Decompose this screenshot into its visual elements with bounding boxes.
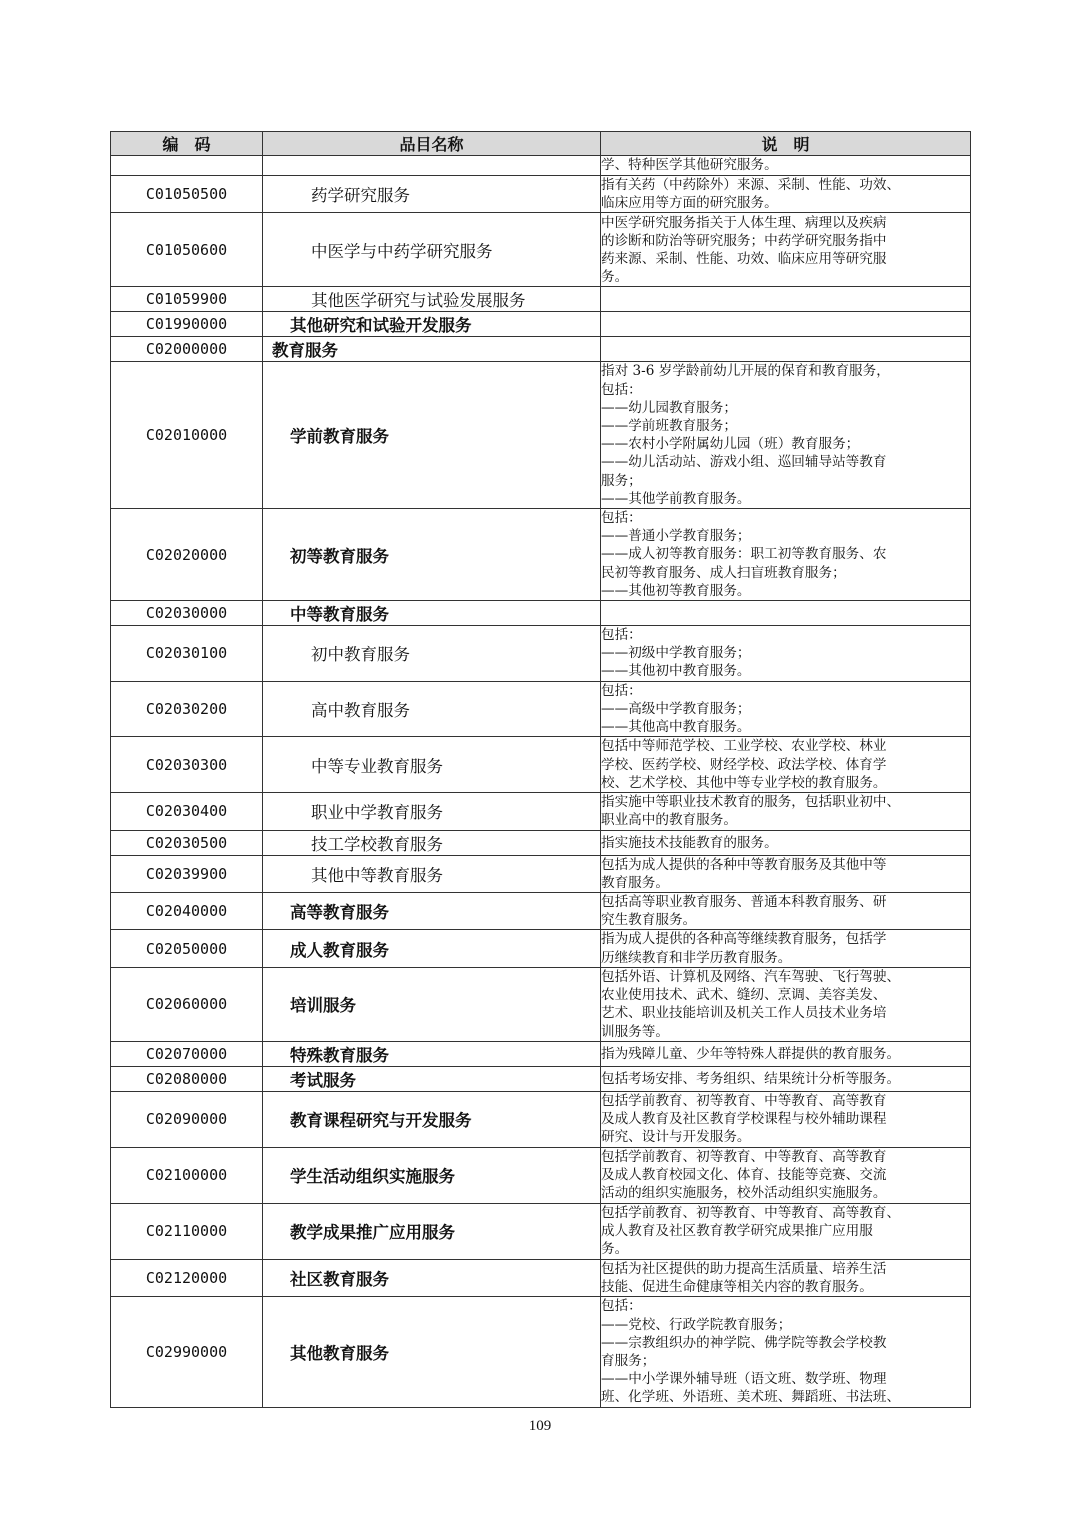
item-code: C02030200: [111, 681, 263, 737]
description-line: 活动的组织实施服务，校外活动组织实施服务。: [601, 1185, 887, 1202]
item-name: 学生活动组织实施服务: [263, 1147, 601, 1203]
table-row: [111, 156, 971, 176]
description-line: ——高级中学教育服务；: [601, 700, 751, 717]
item-description: [601, 1297, 971, 1407]
item-name: 药学研究服务: [263, 176, 601, 213]
item-name: 教学成果推广应用服务: [263, 1203, 601, 1259]
description-line: 校、艺术学校、其他中等专业学校的教育服务。: [601, 774, 887, 791]
item-code: C02090000: [111, 1091, 263, 1147]
item-description: [601, 312, 971, 337]
item-name: 初中教育服务: [263, 626, 601, 682]
item-code: C02030500: [111, 830, 263, 855]
table-row: [111, 681, 971, 737]
table-row: [111, 362, 971, 509]
item-code: C02050000: [111, 930, 263, 967]
item-description: [601, 509, 971, 601]
table-row: [111, 213, 971, 287]
description-line: 技能、促进生命健康等相关内容的教育服务。: [601, 1279, 873, 1296]
item-description: [601, 793, 971, 830]
description-line: 学校、医药学校、财经学校、政法学校、体育学: [601, 756, 887, 773]
description-line: ——幼儿园教育服务；: [601, 399, 737, 416]
table-row: [111, 626, 971, 682]
description-line: ——其他初中教育服务。: [601, 663, 751, 680]
item-description: [601, 855, 971, 892]
description-line: ——农村小学附属幼儿园（班）教育服务；: [601, 436, 860, 453]
item-name: 高中教育服务: [263, 681, 601, 737]
table-row: [111, 601, 971, 626]
item-code: C02030400: [111, 793, 263, 830]
description-line: ——成人初等教育服务：职工初等教育服务、农: [601, 546, 887, 563]
table-row: [111, 287, 971, 312]
table-row: [111, 737, 971, 793]
description-line: 包括为成人提供的各种中等教育服务及其他中等: [601, 856, 887, 873]
description-line: ——其他高中教育服务。: [601, 719, 751, 736]
item-code: C02060000: [111, 967, 263, 1041]
item-name: 特殊教育服务: [263, 1041, 601, 1066]
item-description: [601, 737, 971, 793]
description-line: 指对 3-6 岁学龄前幼儿开展的保育和教育服务，: [601, 363, 890, 380]
item-description: [601, 1066, 971, 1091]
item-name: 其他教育服务: [263, 1297, 601, 1407]
item-description: [601, 1147, 971, 1203]
item-description: [601, 337, 971, 362]
description-line: 班、化学班、外语班、美术班、舞蹈班、书法班、: [601, 1389, 901, 1406]
item-description: [601, 893, 971, 930]
item-name: 其他研究和试验开发服务: [263, 312, 601, 337]
item-description: [601, 213, 971, 287]
header-desc: 说 明: [601, 132, 971, 156]
table-body: [111, 156, 971, 1408]
description-line: 指有关药（中药除外）来源、采制、性能、功效、: [601, 177, 901, 193]
item-description: [601, 601, 971, 626]
description-line: ——其他学前教育服务。: [601, 490, 751, 507]
description-line: 包括学前教育、初等教育、中等教育、高等教育: [601, 1093, 887, 1110]
description-line: 历继续教育和非学历教育服务。: [601, 949, 792, 966]
description-line: 育服务；: [601, 1352, 656, 1369]
item-name: [263, 156, 601, 176]
page-number: 109: [528, 1418, 552, 1434]
description-line: 务。: [601, 1241, 629, 1258]
description-line: 艺术、职业技能培训及机关工作人员技术业务培: [601, 1005, 887, 1022]
description-line: ——宗教组织办的神学院、佛学院等教会学校教: [601, 1334, 887, 1351]
description-line: 教育服务。: [601, 874, 669, 891]
item-code: C02120000: [111, 1259, 263, 1296]
description-line: ——幼儿活动站、游戏小组、巡回辅导站等教育: [601, 454, 887, 471]
table-row: [111, 793, 971, 830]
item-name: 考试服务: [263, 1066, 601, 1091]
description-line: 训服务等。: [601, 1023, 669, 1040]
item-code: C01990000: [111, 312, 263, 337]
item-name: 社区教育服务: [263, 1259, 601, 1296]
table-row: [111, 176, 971, 213]
description-line: 指实施中等职业技术教育的服务，包括职业初中、: [601, 794, 901, 811]
description-line: ——初级中学教育服务；: [601, 645, 751, 662]
description-line: 究生教育服务。: [601, 912, 697, 929]
table-row: [111, 830, 971, 855]
item-code: C02020000: [111, 509, 263, 601]
table-row: [111, 967, 971, 1041]
description-line: 学、特种医学其他研究服务。: [601, 157, 778, 174]
item-name: 中等教育服务: [263, 601, 601, 626]
item-name: 中等专业教育服务: [263, 737, 601, 793]
description-line: 包括：: [601, 510, 642, 527]
item-description: [601, 967, 971, 1041]
item-name: 高等教育服务: [263, 893, 601, 930]
item-name: 教育服务: [263, 337, 601, 362]
table-row: [111, 1066, 971, 1091]
description-line: 包括学前教育、初等教育、中等教育、高等教育、: [601, 1205, 901, 1222]
description-line: ——普通小学教育服务；: [601, 528, 751, 545]
catalog-table: [110, 131, 971, 1408]
item-code: C02080000: [111, 1066, 263, 1091]
item-code: C02030000: [111, 601, 263, 626]
description-line: 农业使用技术、武术、缝纫、烹调、美容美发、: [601, 987, 887, 1004]
description-line: 包括中等师范学校、工业学校、农业学校、林业: [601, 738, 887, 755]
table-row: [111, 1297, 971, 1407]
item-description: [601, 1041, 971, 1066]
description-line: ——中小学课外辅导班（语文班、数学班、物理: [601, 1371, 887, 1388]
description-line: 指实施技术技能教育的服务。: [601, 834, 778, 851]
item-name: 初等教育服务: [263, 509, 601, 601]
description-line: ——党校、行政学院教育服务；: [601, 1316, 792, 1333]
table-row: [111, 1091, 971, 1147]
item-description: [601, 362, 971, 509]
description-line: 包括高等职业教育服务、普通本科教育服务、研: [601, 894, 887, 911]
description-line: 研究、设计与开发服务。: [601, 1129, 751, 1146]
description-line: 包括：: [601, 1298, 642, 1315]
item-description: [601, 930, 971, 967]
item-name: 学前教育服务: [263, 362, 601, 509]
item-description: [601, 1259, 971, 1296]
description-line: 成人教育及社区教育教学研究成果推广应用服: [601, 1223, 873, 1240]
description-line: 包括：: [601, 381, 642, 398]
description-line: 包括考场安排、考务组织、结果统计分析等服务。: [601, 1070, 901, 1087]
item-code: C02030100: [111, 626, 263, 682]
table-row: [111, 1147, 971, 1203]
item-name: 成人教育服务: [263, 930, 601, 967]
table-row: [111, 312, 971, 337]
table-row: [111, 1259, 971, 1296]
description-line: 包括为社区提供的助力提高生活质量、培养生活: [601, 1260, 887, 1277]
description-line: ——其他初等教育服务。: [601, 582, 751, 599]
item-description: [601, 176, 971, 213]
item-code: C02040000: [111, 893, 263, 930]
description-line: 及成人教育校园文化、体育、技能等竞赛、交流: [601, 1167, 887, 1184]
description-line: 的诊断和防治等研究服务；中药学研究服务指中: [601, 232, 887, 249]
item-code: C01050600: [111, 213, 263, 287]
description-line: 及成人教育及社区教育学校课程与校外辅助课程: [601, 1111, 887, 1128]
header-code: 编 码: [111, 132, 263, 156]
description-line: 药来源、采制、性能、功效、临床应用等研究服: [601, 250, 887, 267]
item-code: C02039900: [111, 855, 263, 892]
item-code: C02000000: [111, 337, 263, 362]
description-line: 务。: [601, 269, 629, 286]
item-description: [601, 626, 971, 682]
description-line: ——学前班教育服务；: [601, 418, 737, 435]
table-row: [111, 893, 971, 930]
table-header-row: [111, 132, 971, 156]
description-line: 服务；: [601, 472, 642, 489]
item-name: 其他医学研究与试验发展服务: [263, 287, 601, 312]
item-name: 其他中等教育服务: [263, 855, 601, 892]
description-line: 职业高中的教育服务。: [601, 812, 737, 829]
description-line: 民初等教育服务、成人扫盲班教育服务；: [601, 564, 846, 581]
item-description: [601, 830, 971, 855]
item-description: [601, 1091, 971, 1147]
item-description: [601, 1203, 971, 1259]
description-line: 包括外语、计算机及网络、汽车驾驶、飞行驾驶、: [601, 968, 901, 985]
item-name: 技工学校教育服务: [263, 830, 601, 855]
item-name: 职业中学教育服务: [263, 793, 601, 830]
item-description: [601, 287, 971, 312]
item-code: C02990000: [111, 1297, 263, 1407]
table-row: [111, 855, 971, 892]
table-row: [111, 1203, 971, 1259]
item-code: C02100000: [111, 1147, 263, 1203]
description-line: 包括：: [601, 627, 642, 644]
table-row: [111, 337, 971, 362]
item-code: C01050500: [111, 176, 263, 213]
item-name: 中医学与中药学研究服务: [263, 213, 601, 287]
description-line: 包括：: [601, 682, 642, 699]
header-name: 品目名称: [263, 132, 601, 156]
item-code: C02110000: [111, 1203, 263, 1259]
table-row: [111, 930, 971, 967]
item-description: [601, 681, 971, 737]
table-row: [111, 509, 971, 601]
description-line: 指为残障儿童、少年等特殊人群提供的教育服务。: [601, 1045, 901, 1062]
item-name: 教育课程研究与开发服务: [263, 1091, 601, 1147]
item-code: C02070000: [111, 1041, 263, 1066]
description-line: 指为成人提供的各种高等继续教育服务，包括学: [601, 931, 887, 948]
table-row: [111, 1041, 971, 1066]
item-description: [601, 156, 971, 176]
description-line: 中医学研究服务指关于人体生理、病理以及疾病: [601, 214, 887, 231]
item-code: C02030300: [111, 737, 263, 793]
item-code: C01059900: [111, 287, 263, 312]
item-code: C02010000: [111, 362, 263, 509]
description-line: 包括学前教育、初等教育、中等教育、高等教育: [601, 1149, 887, 1166]
description-line: 临床应用等方面的研究服务。: [601, 195, 778, 212]
item-name: 培训服务: [263, 967, 601, 1041]
item-code: [111, 156, 263, 176]
